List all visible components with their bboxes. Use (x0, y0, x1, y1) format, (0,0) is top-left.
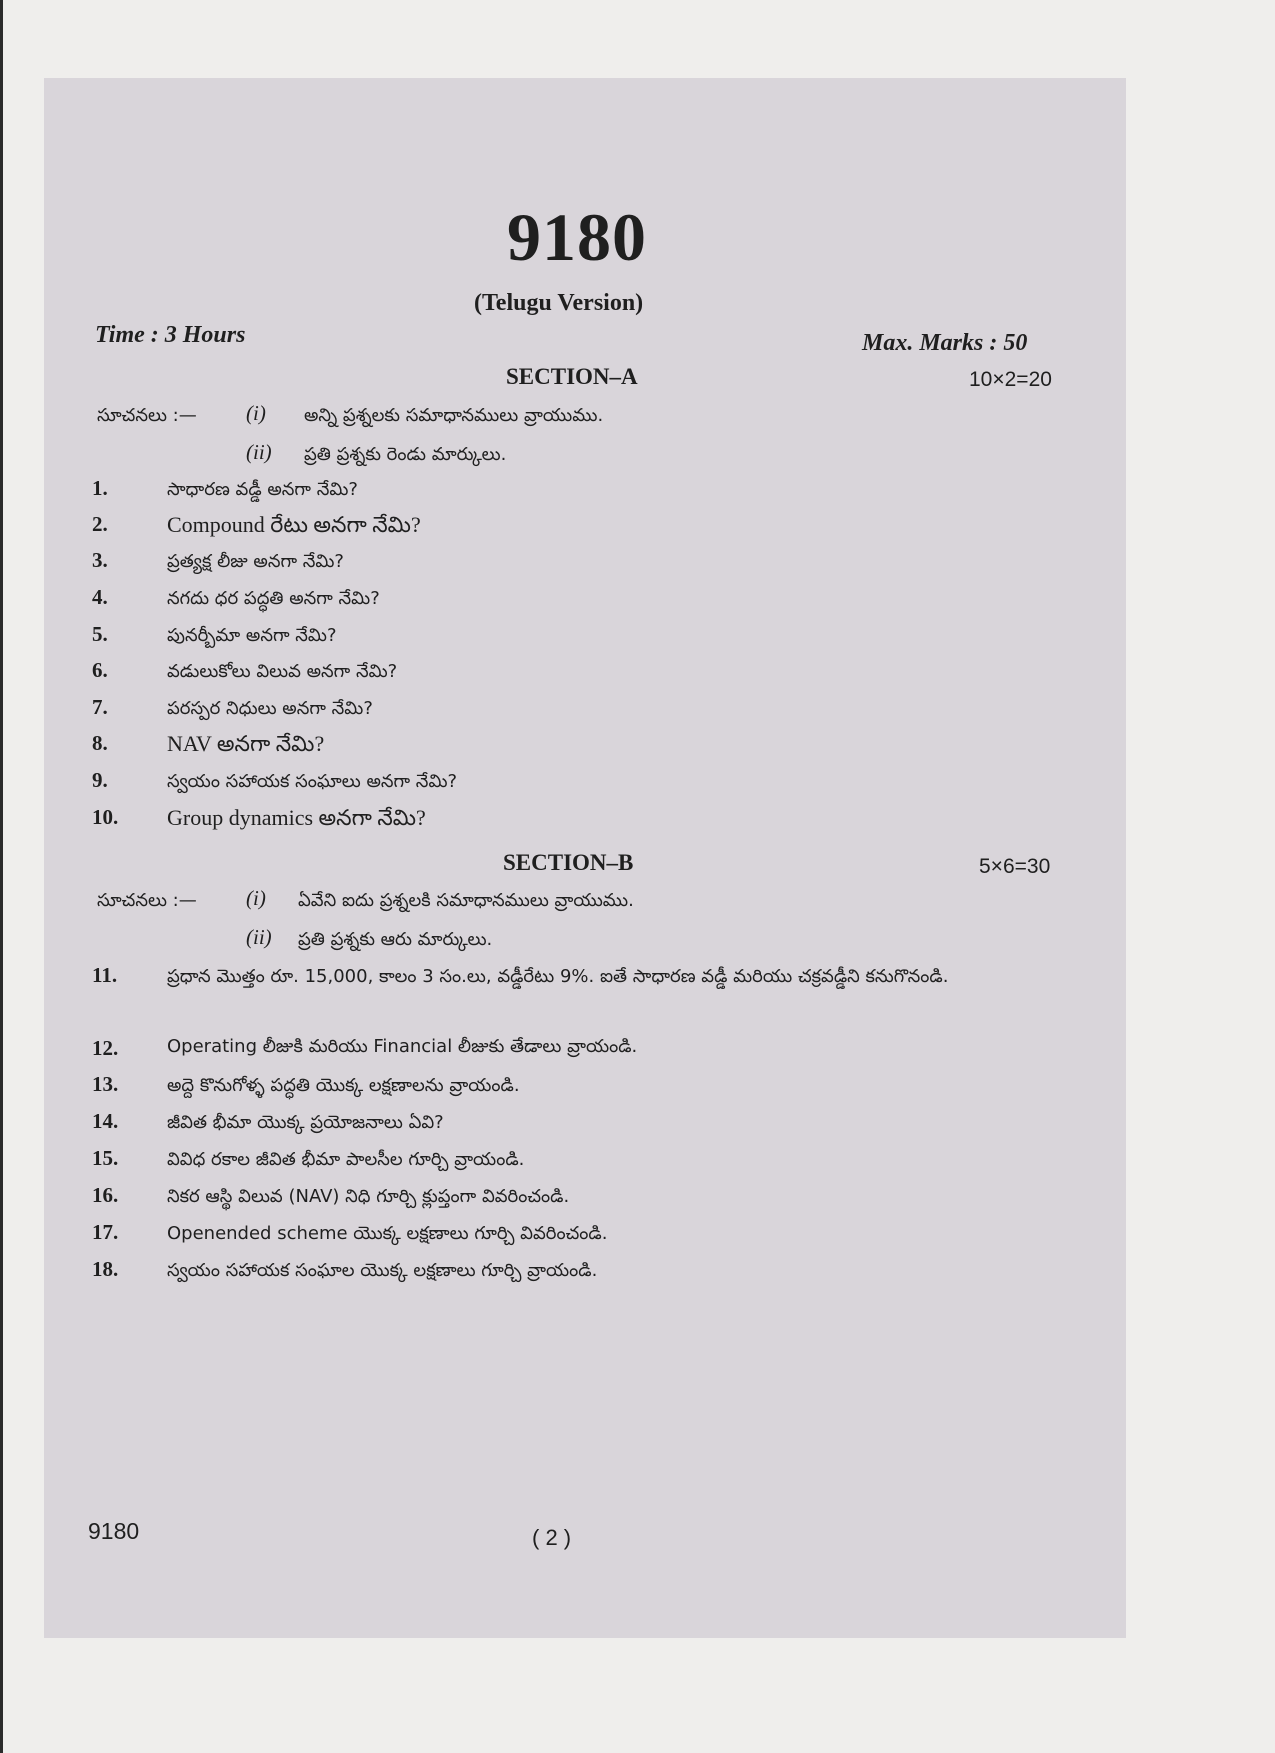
question-number: 7. (92, 695, 108, 719)
section-a-instruction-text: అన్ని ప్రశ్నలకు సమాధానములు వ్రాయుము. (304, 405, 604, 426)
section-a-marks: 10×2=20 (969, 368, 1052, 391)
question-number: 3. (92, 548, 108, 572)
section-a-instruction-num: (i) (246, 401, 266, 425)
question-text: Openended scheme యొక్క లక్షణాలు గూర్చి వివరించండి. (167, 1223, 608, 1244)
question-number: 1. (92, 476, 108, 500)
section-b-instruction-label: సూచనలు :— (97, 890, 197, 911)
question-text: వడులుకోలు విలువ అనగా నేమి? (167, 661, 398, 682)
section-b-instruction-num: (ii) (246, 925, 272, 949)
question-number: 8. (92, 731, 108, 755)
max-marks-label: Max. Marks : 50 (862, 330, 1028, 356)
question-number: 15. (92, 1146, 119, 1170)
question-text: నికర ఆస్థి విలువ (NAV) నిధి గూర్చి క్లుప్తంగా వివరించండి. (167, 1186, 570, 1207)
question-text: NAV అనగా నేమి? (167, 731, 325, 756)
question-number: 12. (92, 1036, 119, 1060)
question-number: 2. (92, 512, 108, 536)
section-b-instruction-num: (i) (246, 886, 266, 910)
section-a-instruction-text: ప్రతి ప్రశ్నకు రెండు మార్కులు. (304, 444, 507, 465)
question-number: 11. (92, 963, 118, 987)
question-number: 16. (92, 1183, 119, 1207)
question-number: 18. (92, 1257, 119, 1281)
section-b-instruction-text: ఏవేని ఐదు ప్రశ్నలకి సమాధానములు వ్రాయుము. (298, 890, 634, 911)
question-number: 5. (92, 622, 108, 646)
version-label: (Telugu Version) (474, 290, 644, 316)
question-text: Group dynamics అనగా నేమి? (167, 805, 426, 830)
question-text: Compound రేటు అనగా నేమి? (167, 512, 421, 537)
scan-edge-bottom (0, 1640, 3, 1753)
page-number: ( 2 ) (532, 1525, 572, 1550)
footer-paper-code: 9180 (88, 1518, 140, 1544)
question-number: 6. (92, 658, 108, 682)
paper-code: 9180 (507, 199, 647, 275)
question-text: వివిధ రకాల జీవిత భీమా పాలసీల గూర్చి వ్రాయండి. (167, 1149, 525, 1170)
question-number: 13. (92, 1072, 119, 1096)
question-text: పరస్పర నిధులు అనగా నేమి? (167, 698, 373, 719)
section-b-marks: 5×6=30 (979, 855, 1051, 878)
section-a-instruction-num: (ii) (246, 440, 272, 464)
section-a-instruction-label: సూచనలు :— (97, 405, 197, 426)
question-text: Operating లీజుకి మరియు Financial లీజుకు తేడాలు వ్రాయండి. (167, 1036, 638, 1057)
question-number: 17. (92, 1220, 119, 1244)
section-b-instruction-text: ప్రతి ప్రశ్నకు ఆరు మార్కులు. (298, 929, 493, 950)
question-text: నగదు ధర పద్ధతి అనగా నేమి? (167, 588, 380, 609)
question-text: పునర్బీమా అనగా నేమి? (167, 625, 337, 646)
question-number: 4. (92, 585, 108, 609)
scan-edge-top (0, 0, 3, 1753)
question-text: సాధారణ వడ్డీ అనగా నేమి? (167, 479, 358, 500)
question-text: స్వయం సహాయక సంఘాల యొక్క లక్షణాలు గూర్చి వ్రాయండి. (167, 1260, 598, 1281)
question-text: ప్రధాన మొత్తం రూ. 15,000, కాలం 3 సం.లు, వడ్డీరేటు 9%. ఐతే సాధారణ వడ్డీ మరియు చక్రవడ్డీని కనుగొనండి. (167, 966, 949, 987)
question-text: ప్రత్యక్ష లీజు అనగా నేమి? (167, 551, 344, 572)
question-number: 10. (92, 805, 119, 829)
question-number: 9. (92, 768, 108, 792)
time-label: Time : 3 Hours (95, 322, 246, 348)
question-text: జీవిత భీమా యొక్క ప్రయోజనాలు ఏవి? (167, 1112, 444, 1133)
question-number: 14. (92, 1109, 119, 1133)
question-text: స్వయం సహాయక సంఘాలు అనగా నేమి? (167, 771, 458, 792)
section-a-title: SECTION–A (506, 364, 638, 389)
question-text: అద్దె కొనుగోళ్ళ పద్ధతి యొక్క లక్షణాలను వ్రాయండి. (167, 1075, 520, 1096)
section-b-title: SECTION–B (503, 850, 634, 875)
